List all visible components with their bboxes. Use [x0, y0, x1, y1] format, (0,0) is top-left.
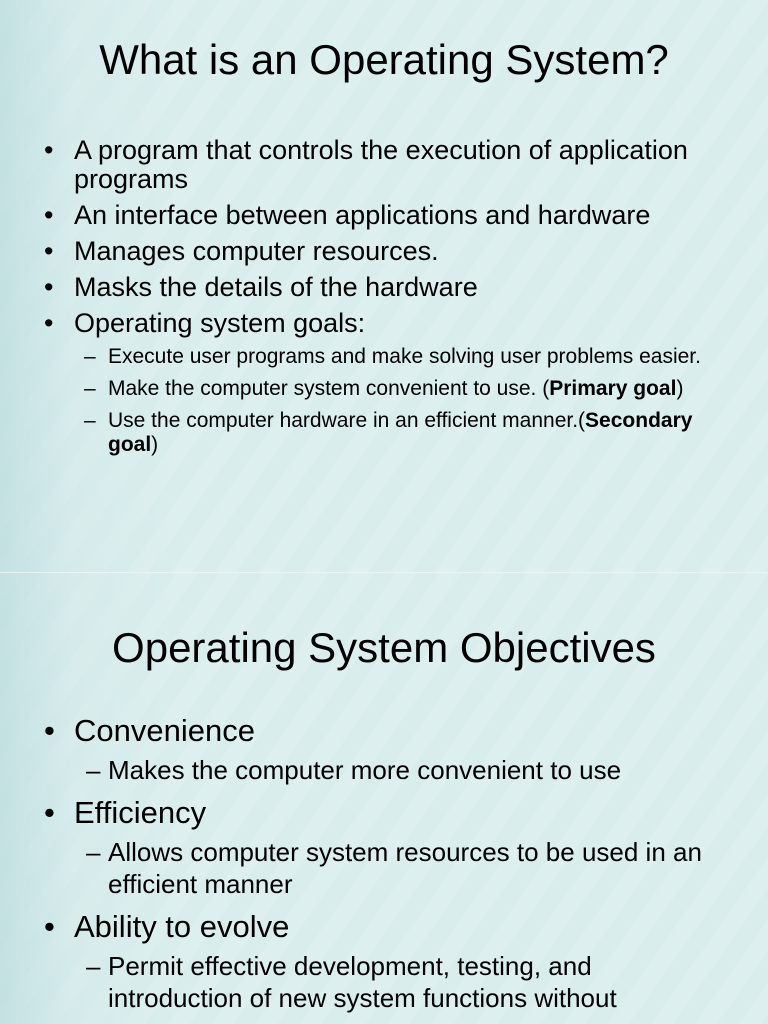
- slide-os-objectives: [0, 573, 768, 1024]
- objective-detail: [0, 950, 738, 1014]
- objective-list: [0, 714, 768, 1024]
- objective-label: Efficiency: [74, 795, 207, 830]
- objective-detail-list: [74, 836, 738, 900]
- bullet-text: A program that controls the execution of application programs: [74, 135, 688, 194]
- secondary-goal-label: Secondary goal: [108, 409, 693, 456]
- sub-bullet-item: [0, 409, 768, 457]
- sub-bullet-text: Use the computer hardware in an efficient manner.(: [108, 409, 586, 432]
- bullet-item: [0, 273, 768, 302]
- objective-detail-text: Makes the computer more convenient to use: [108, 755, 622, 785]
- sub-bullet-item: [0, 345, 768, 369]
- bullet-item: [0, 136, 768, 194]
- objective-detail: [0, 754, 738, 786]
- sub-bullet-text: Execute user programs and make solving user problems easier.: [108, 345, 701, 368]
- sub-bullet-list: [0, 345, 768, 457]
- sub-bullet-text-end: ): [151, 433, 159, 456]
- bullet-item: [0, 201, 768, 230]
- slide-title: Operating System Objectives: [112, 624, 656, 671]
- objective-detail-list: [74, 950, 738, 1014]
- objective-detail-text: Allows computer system resources to be used in an efficient manner: [108, 837, 702, 899]
- objective-item: [0, 796, 768, 900]
- bullet-dot-icon: •: [44, 272, 54, 302]
- bullet-dot-icon: •: [44, 795, 55, 830]
- sub-bullet-text-end: ): [676, 377, 684, 400]
- objective-label: Ability to evolve: [74, 909, 290, 944]
- slide-title: What is an Operating System?: [99, 36, 669, 83]
- objective-item: [0, 910, 768, 1014]
- primary-goal-label: Primary goal: [549, 377, 677, 400]
- dash-icon: –: [86, 837, 101, 867]
- sub-list-container: [0, 345, 768, 457]
- bullet-dot-icon: •: [44, 236, 54, 266]
- objective-detail-text: Permit effective development, testing, and introduction of new system functions without: [108, 951, 617, 1013]
- dash-icon: –: [84, 377, 96, 400]
- bullet-text: Operating system goals:: [74, 308, 366, 338]
- dash-icon: –: [84, 409, 96, 432]
- objective-label: Convenience: [74, 713, 255, 748]
- bullet-dot-icon: •: [44, 713, 55, 748]
- dash-icon: –: [84, 345, 96, 368]
- bullet-item: [0, 309, 768, 338]
- bullet-text: An interface between applications and hardware: [74, 200, 651, 230]
- dash-icon: –: [86, 755, 101, 785]
- bullet-item: [0, 237, 768, 266]
- bullet-dot-icon: •: [44, 308, 54, 338]
- bullet-list: [0, 136, 768, 465]
- bullet-text: Masks the details of the hardware: [74, 272, 478, 302]
- bullet-dot-icon: •: [44, 135, 54, 165]
- dash-icon: –: [86, 951, 101, 981]
- sub-bullet-text: Make the computer system convenient to use. (: [108, 377, 550, 400]
- objective-item: [0, 714, 768, 786]
- bullet-dot-icon: •: [44, 200, 54, 230]
- bullet-dot-icon: •: [44, 909, 55, 944]
- bullet-text: Manages computer resources.: [74, 236, 439, 266]
- sub-bullet-item: [0, 377, 768, 401]
- objective-detail-list: [74, 754, 738, 786]
- objective-detail: [0, 836, 738, 900]
